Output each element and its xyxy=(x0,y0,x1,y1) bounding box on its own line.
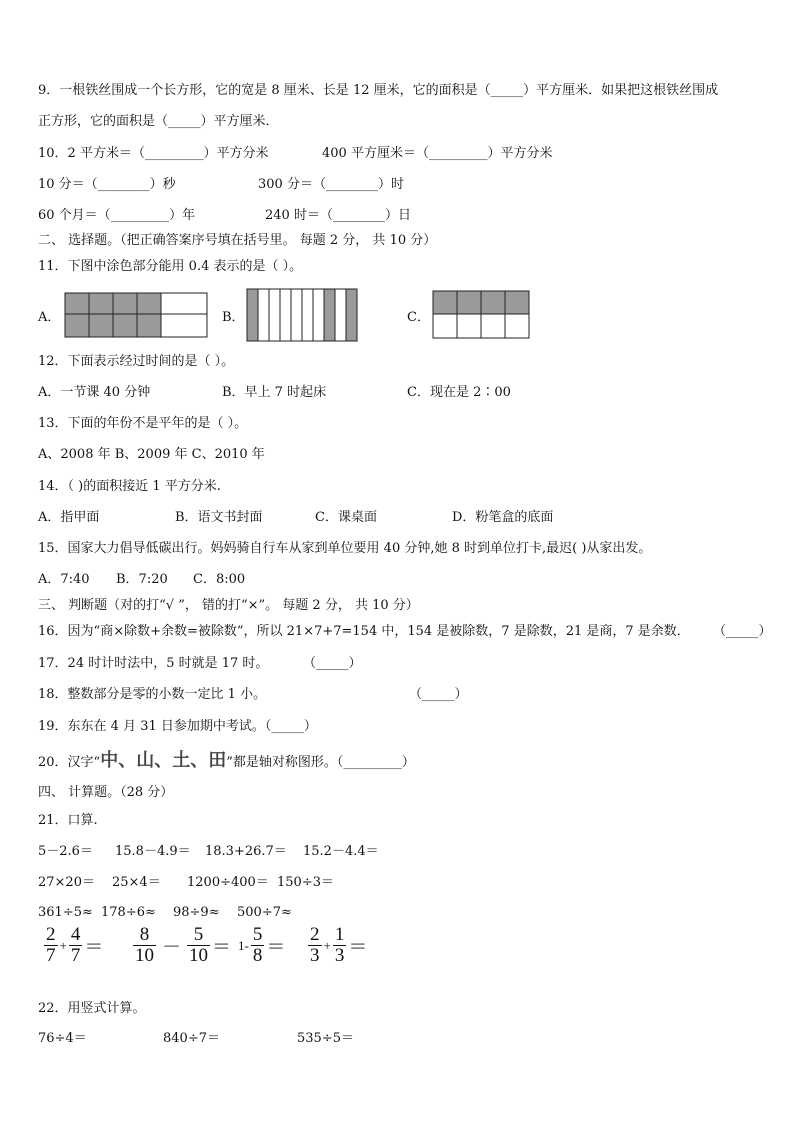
q21-row2-item2: 25×4＝ xyxy=(112,875,161,890)
q21-row3-item1: 361÷5≈ xyxy=(38,905,93,920)
section-3-heading: 三、 判断题（对的打“√ ”， 错的打“×”。 每题 2 分， 共 10 分） xyxy=(38,598,419,613)
q11-option-b-label: B． xyxy=(222,310,245,325)
q21-row2-item1: 27×20＝ xyxy=(38,875,95,890)
q21-row3-item3: 98÷9≈ xyxy=(173,905,220,920)
q15-option-c: C．8:00 xyxy=(193,572,246,587)
question-17: 17．24 时计时法中，5 时就是 17 时。 xyxy=(38,656,269,671)
q12-option-a: A．一节课 40 分钟 xyxy=(38,385,151,400)
q12-option-b: B．早上 7 时起床 xyxy=(222,385,327,400)
question-20 xyxy=(38,752,415,772)
q12-option-c: C．现在是 2∶00 xyxy=(407,385,511,400)
fraction: $\frac{4}{7}$ xyxy=(70,924,81,966)
q15-option-a: A．7:40 xyxy=(38,572,90,587)
q16-answer-blank[interactable]: （_____） xyxy=(713,624,772,639)
question-19: 19．东东在 4 月 31 日参加期中考试。（_____） xyxy=(38,719,317,734)
q14-option-b: B．语文书封面 xyxy=(175,510,263,525)
q21-row2-item4: 150÷3＝ xyxy=(277,875,334,890)
q21-row3-item4: 500÷7≈ xyxy=(237,905,292,920)
question-22-title: 22．用竖式计算。 xyxy=(38,1001,146,1016)
q21-fraction-expr-1: $\frac{2}{7}$ + $\frac{4}{7}$ ＝ xyxy=(46,924,104,966)
q20-hanzi-characters: 中、山、土、田 xyxy=(100,750,227,771)
q21-row1-item2: 15.8－4.9＝ xyxy=(115,844,191,859)
q21-fraction-expr-4: $\frac{2}{3}$ + $\frac{1}{3}$ ＝ xyxy=(310,924,368,966)
question-10-a: 10．2 平方米＝（_________）平方分米 xyxy=(38,146,269,161)
fraction: $\frac{2}{3}$ xyxy=(310,924,320,966)
q22-item3: 535÷5＝ xyxy=(297,1031,354,1046)
fraction: $\frac{2}{7}$ xyxy=(46,924,56,966)
q21-fraction-expr-2: $\frac{8}{10}$ － $\frac{5}{10}$ ＝ xyxy=(135,924,232,966)
q21-row1-item4: 15.2－4.4＝ xyxy=(303,844,379,859)
section-4-heading: 四、 计算题。（28 分） xyxy=(38,785,174,800)
q18-answer-blank[interactable]: （_____） xyxy=(409,687,468,702)
q11-option-a-figure xyxy=(64,292,210,340)
fraction: $\frac{8}{10}$ xyxy=(135,924,154,966)
section-2-heading: 二、 选择题。（把正确答案序号填在括号里。 每题 2 分， 共 10 分） xyxy=(38,233,437,248)
q17-answer-blank[interactable]: （_____） xyxy=(303,656,362,671)
q21-fraction-expr-3: 1- $\frac{5}{8}$ ＝ xyxy=(238,924,286,966)
fraction: $\frac{5}{8}$ xyxy=(252,924,263,966)
question-15: 15．国家大力倡导低碳出行。妈妈骑自行车从家到单位要用 40 分钟,她 8 时到单位打卡,最迟( )从家出发。 xyxy=(38,541,652,556)
q21-row3-item2: 178÷6≈ xyxy=(101,905,156,920)
q21-row1-item3: 18.3+26.7＝ xyxy=(205,844,287,859)
question-18: 18．整数部分是零的小数一定比 1 小。 xyxy=(38,687,267,702)
question-10-d: 300 分＝（________）时 xyxy=(258,177,404,192)
q11-option-c-figure xyxy=(432,290,530,340)
q22-item1: 76÷4＝ xyxy=(38,1031,87,1046)
q20-prefix: 20．汉字“ xyxy=(38,755,101,770)
question-9-line-2: 正方形，它的面积是（_____）平方厘米． xyxy=(38,114,279,129)
q20-suffix: ”都是轴对称图形。（_________） xyxy=(226,755,415,770)
question-16: 16．因为“商×除数+余数=被除数”，所以 21×7+7=154 中，154 是被除数，7 是除数，21 是商，7 是余数． xyxy=(38,624,690,639)
question-10-c: 10 分＝（________）秒 xyxy=(38,177,176,192)
q21-row2-item3: 1200÷400＝ xyxy=(187,875,269,890)
question-10-e: 60 个月＝（_________）年 xyxy=(38,208,196,223)
q21-row1-item1: 5－2.6＝ xyxy=(38,844,93,859)
q15-option-b: B．7:20 xyxy=(116,572,168,587)
question-9-line-1: 9．一根铁丝围成一个长方形，它的宽是 8 厘米、长是 12 厘米，它的面积是（_____）平方厘米．如果把这根铁丝围成 xyxy=(38,83,719,98)
fraction: $\frac{1}{3}$ xyxy=(334,924,345,966)
question-10-b: 400 平方厘米＝（_________）平方分米 xyxy=(322,146,553,161)
q11-option-a-label: A． xyxy=(38,310,61,325)
question-14: 14．（ )的面积接近 1 平方分米. xyxy=(38,479,221,494)
fraction: $\frac{5}{10}$ xyxy=(189,924,209,966)
q22-item2: 840÷7＝ xyxy=(163,1031,220,1046)
q14-option-c: C．课桌面 xyxy=(315,510,377,525)
q13-options: A、2008 年 B、2009 年 C、2010 年 xyxy=(38,447,265,462)
q14-option-d: D．粉笔盒的底面 xyxy=(452,510,554,525)
question-13: 13．下面的年份不是平年的是（ ）。 xyxy=(38,416,248,431)
q14-option-a: A．指甲面 xyxy=(38,510,100,525)
question-21-title: 21．口算. xyxy=(38,813,98,828)
q11-option-b-figure xyxy=(246,288,364,344)
q11-option-c-label: C． xyxy=(407,310,430,325)
question-11: 11．下图中涂色部分能用 0.4 表示的是（ ）。 xyxy=(38,259,303,274)
question-10-f: 240 时＝（________）日 xyxy=(265,208,411,223)
question-12: 12．下面表示经过时间的是（ ）。 xyxy=(38,354,235,369)
